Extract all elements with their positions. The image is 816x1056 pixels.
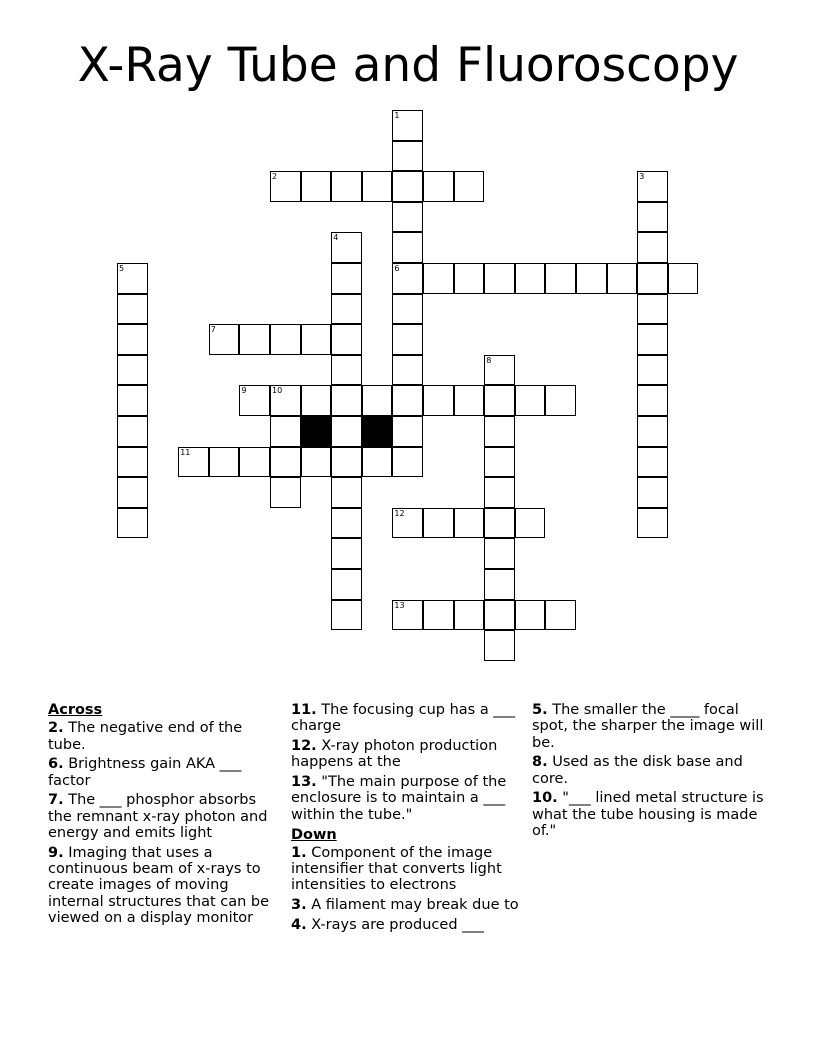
crossword-cell[interactable] — [392, 385, 423, 416]
crossword-cell[interactable] — [454, 263, 485, 294]
crossword-cell[interactable] — [331, 569, 362, 600]
clue-across-11: 11. The focusing cup has a ___ charge — [291, 702, 516, 735]
crossword-cell[interactable] — [454, 508, 485, 539]
crossword-cell[interactable] — [484, 508, 515, 539]
crossword-block — [301, 416, 332, 447]
crossword-cell[interactable] — [331, 171, 362, 202]
crossword-cell[interactable] — [484, 630, 515, 661]
crossword-grid — [117, 110, 700, 663]
clue-down-1: 1. Component of the image intensifier that converts light intensities to electrons — [291, 844, 502, 894]
crossword-cell[interactable] — [331, 508, 362, 539]
clue-across-7: 7. The ___ phosphor absorbs the remnant x-ray photon and energy and emits light — [48, 792, 268, 842]
crossword-cell[interactable] — [545, 385, 576, 416]
crossword-cell[interactable] — [637, 263, 668, 294]
crossword-cell[interactable] — [423, 508, 454, 539]
clue-number: 13 — [394, 600, 405, 610]
crossword-cell[interactable] — [270, 416, 301, 447]
crossword-cell[interactable] — [392, 324, 423, 355]
crossword-cell[interactable] — [270, 171, 301, 202]
clue-down-5: 5. The smaller the ____ focal spot, the sharper the image will be. — [532, 702, 764, 751]
crossword-cell[interactable] — [331, 416, 362, 447]
down-heading: Down — [291, 826, 337, 843]
clue-number: 8 — [486, 355, 492, 365]
crossword-cell[interactable] — [301, 324, 332, 355]
crossword-cell[interactable] — [331, 324, 362, 355]
clue-across-13: 13. "The main purpose of the enclosure is to maintain a ___ within the tube." — [291, 774, 507, 823]
crossword-cell[interactable] — [484, 416, 515, 447]
crossword-cell[interactable] — [637, 202, 668, 233]
crossword-cell[interactable] — [392, 355, 423, 386]
clue-number: 11 — [180, 447, 191, 457]
crossword-cell[interactable] — [668, 263, 699, 294]
crossword-cell[interactable] — [331, 232, 362, 263]
clue-column-2 — [291, 702, 521, 937]
crossword-cell[interactable] — [392, 447, 423, 478]
crossword-cell[interactable] — [392, 110, 423, 141]
crossword-cell[interactable] — [484, 447, 515, 478]
crossword-cell[interactable] — [301, 447, 332, 478]
crossword-cell[interactable] — [301, 385, 332, 416]
crossword-cell[interactable] — [545, 600, 576, 631]
crossword-cell[interactable] — [454, 600, 485, 631]
crossword-cell[interactable] — [331, 355, 362, 386]
crossword-cell[interactable] — [637, 171, 668, 202]
crossword-cell[interactable] — [117, 477, 148, 508]
crossword-cell[interactable] — [362, 447, 393, 478]
crossword-cell[interactable] — [178, 447, 209, 478]
crossword-cell[interactable] — [637, 324, 668, 355]
crossword-cell[interactable] — [392, 416, 423, 447]
crossword-cell[interactable] — [362, 385, 393, 416]
crossword-cell[interactable] — [331, 600, 362, 631]
page-title: X-Ray Tube and Fluoroscopy — [77, 38, 739, 93]
crossword-cell[interactable] — [117, 447, 148, 478]
clue-number: 2 — [272, 172, 278, 182]
crossword-cell[interactable] — [423, 263, 454, 294]
clue-across-2: 2. The negative end of the tube. — [48, 720, 243, 753]
crossword-cell[interactable] — [484, 355, 515, 386]
crossword-cell[interactable] — [301, 171, 332, 202]
clue-across-9: 9. Imaging that uses a continuous beam of x-rays to create images of moving internal structures that can be viewed on a display monitor — [48, 844, 270, 927]
crossword-cell[interactable] — [270, 324, 301, 355]
clue-down-4: 4. X-rays are produced ___ — [291, 917, 484, 934]
clue-down-3: 3. A filament may break due to — [291, 897, 519, 914]
clue-number: 10 — [272, 386, 283, 396]
crossword-cell[interactable] — [117, 508, 148, 539]
crossword-cell[interactable] — [454, 385, 485, 416]
clue-number: 7 — [210, 325, 216, 335]
crossword-cell[interactable] — [331, 263, 362, 294]
clue-across-6: 6. Brightness gain AKA ___ factor — [48, 756, 242, 789]
crossword-cell[interactable] — [484, 538, 515, 569]
crossword-cell[interactable] — [331, 294, 362, 325]
clue-down-10: 10. "___ lined metal structure is what the tube housing is made of." — [532, 790, 764, 840]
crossword-cell[interactable] — [331, 477, 362, 508]
crossword-cell[interactable] — [545, 263, 576, 294]
clue-down-8: 8. Used as the disk base and core. — [532, 754, 743, 787]
crossword-block — [362, 416, 393, 447]
crossword-cell[interactable] — [484, 385, 515, 416]
crossword-cell[interactable] — [454, 171, 485, 202]
crossword-cell[interactable] — [637, 447, 668, 478]
crossword-cell[interactable] — [117, 416, 148, 447]
clue-across-12: 12. X-ray photon production happens at the — [291, 738, 498, 771]
clue-number: 1 — [394, 111, 400, 120]
crossword-cell[interactable] — [117, 355, 148, 386]
crossword-cell[interactable] — [484, 569, 515, 600]
crossword-cell[interactable] — [239, 447, 270, 478]
crossword-cell[interactable] — [637, 508, 668, 539]
crossword-cell[interactable] — [392, 171, 423, 202]
crossword-cell[interactable] — [392, 508, 423, 539]
crossword-cell[interactable] — [576, 263, 607, 294]
clue-number: 6 — [394, 264, 400, 273]
crossword-cell[interactable] — [637, 232, 668, 263]
crossword-cell[interactable] — [515, 600, 546, 631]
crossword-cell[interactable] — [117, 324, 148, 355]
crossword-cell[interactable] — [270, 477, 301, 508]
crossword-cell[interactable] — [637, 416, 668, 447]
clue-column-1 — [48, 702, 283, 930]
crossword-cell[interactable] — [637, 294, 668, 325]
crossword-cell[interactable] — [117, 263, 148, 294]
crossword-cell[interactable] — [637, 477, 668, 508]
crossword-cell[interactable] — [392, 232, 423, 263]
clue-number: 3 — [639, 172, 645, 182]
clue-column-3 — [532, 702, 767, 843]
crossword-cell[interactable] — [239, 324, 270, 355]
crossword-cell[interactable] — [423, 600, 454, 631]
crossword-cell[interactable] — [331, 385, 362, 416]
clue-number: 4 — [333, 233, 339, 243]
crossword-cell[interactable] — [331, 447, 362, 478]
crossword-cell[interactable] — [423, 385, 454, 416]
clue-number: 12 — [394, 508, 405, 518]
clue-number: 5 — [119, 264, 125, 273]
crossword-cell[interactable] — [209, 447, 240, 478]
across-heading: Across — [48, 702, 103, 718]
crossword-cell[interactable] — [270, 385, 301, 416]
crossword-cell[interactable] — [515, 263, 546, 294]
crossword-cell[interactable] — [423, 171, 454, 202]
crossword-cell[interactable] — [239, 385, 270, 416]
crossword-cell[interactable] — [392, 294, 423, 325]
crossword-cell[interactable] — [331, 538, 362, 569]
crossword-cell[interactable] — [637, 385, 668, 416]
clue-number: 9 — [241, 386, 247, 396]
crossword-cell[interactable] — [362, 171, 393, 202]
crossword-cell[interactable] — [117, 294, 148, 325]
crossword-cell[interactable] — [484, 600, 515, 631]
crossword-cell[interactable] — [270, 447, 301, 478]
crossword-cell[interactable] — [515, 508, 546, 539]
crossword-cell[interactable] — [392, 263, 423, 294]
crossword-cell[interactable] — [637, 355, 668, 386]
crossword-cell[interactable] — [117, 385, 148, 416]
crossword-cell[interactable] — [209, 324, 240, 355]
crossword-cell[interactable] — [484, 263, 515, 294]
crossword-cell[interactable] — [392, 141, 423, 172]
crossword-cell[interactable] — [607, 263, 638, 294]
crossword-cell[interactable] — [392, 202, 423, 233]
crossword-cell[interactable] — [484, 477, 515, 508]
crossword-cell[interactable] — [392, 600, 423, 631]
crossword-cell[interactable] — [515, 385, 546, 416]
